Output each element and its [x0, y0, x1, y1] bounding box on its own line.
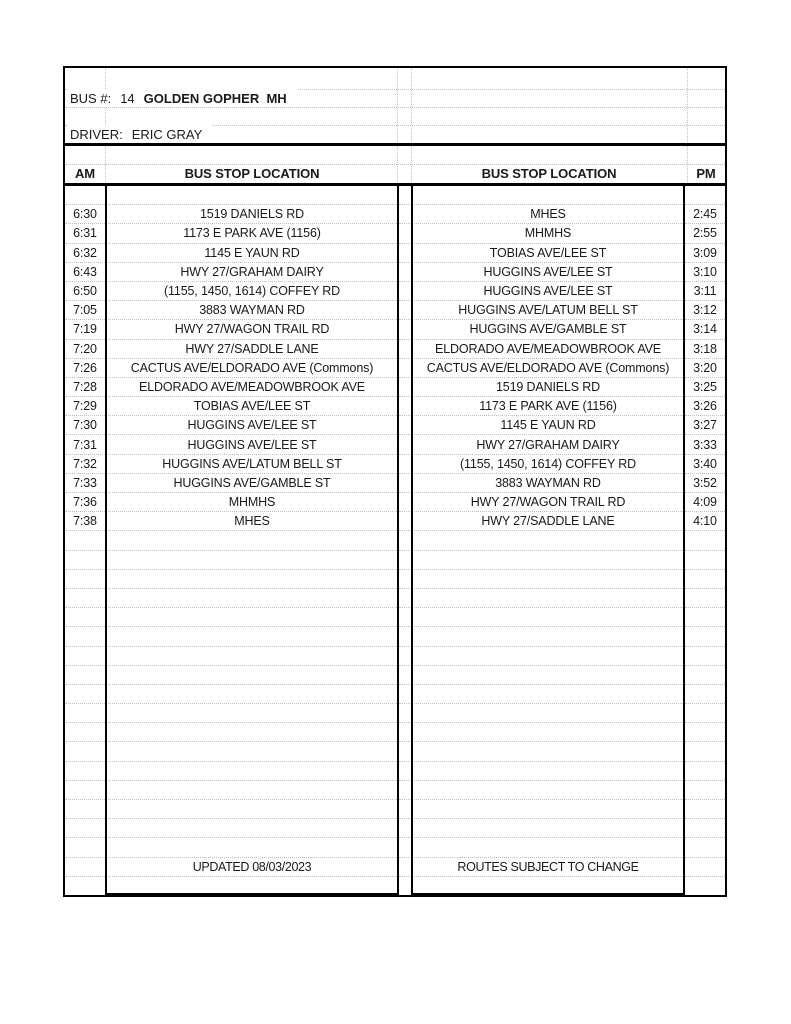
gap-cell	[399, 589, 411, 608]
gap-cell	[399, 455, 411, 474]
pm-stops-column	[411, 186, 685, 895]
gap-cell	[399, 877, 411, 895]
am-stop-cell: HUGGINS AVE/LATUM BELL ST	[105, 455, 399, 474]
am-stop-cell: 1145 E YAUN RD	[105, 244, 399, 263]
pm-time-cell: 3:09	[685, 244, 725, 263]
am-time-cell	[65, 877, 105, 895]
pm-time-cell: 3:25	[685, 378, 725, 397]
pm-stop-cell	[411, 666, 685, 685]
pm-stop-cell	[411, 838, 685, 857]
grid-line-horizontal	[65, 107, 725, 108]
am-stop-cell	[105, 551, 399, 570]
gap-cell	[399, 762, 411, 781]
am-time-cell	[65, 666, 105, 685]
pm-time-cell	[685, 723, 725, 742]
am-time-cell: 7:30	[65, 416, 105, 435]
pm-time-cell: 3:40	[685, 455, 725, 474]
am-time-cell	[65, 704, 105, 723]
gap-cell	[399, 570, 411, 589]
am-time-cell: 7:26	[65, 359, 105, 378]
am-stop-cell	[105, 781, 399, 800]
pm-time-cell	[685, 570, 725, 589]
driver-label: DRIVER:	[70, 126, 123, 142]
gap-cell	[399, 742, 411, 761]
pm-time-cell: 3:33	[685, 435, 725, 454]
pm-stop-cell	[411, 647, 685, 666]
pm-time-cell	[685, 685, 725, 704]
am-stop-cell	[105, 762, 399, 781]
am-time-cell: 7:20	[65, 340, 105, 359]
schedule-body	[65, 186, 725, 895]
am-times-column	[65, 186, 105, 895]
pm-time-cell	[685, 742, 725, 761]
am-stop-cell	[105, 589, 399, 608]
gap-cell	[399, 186, 411, 205]
gap-cell	[399, 282, 411, 301]
pm-time-cell	[685, 589, 725, 608]
gap-cell	[399, 800, 411, 819]
pm-stop-cell: HUGGINS AVE/LEE ST	[411, 282, 685, 301]
gap-cell	[399, 224, 411, 243]
pm-stop-cell: MHES	[411, 205, 685, 224]
am-time-cell	[65, 685, 105, 704]
am-time-cell: 7:36	[65, 493, 105, 512]
am-time-cell	[65, 627, 105, 646]
am-stop-cell: 1173 E PARK AVE (1156)	[105, 224, 399, 243]
am-stop-cell: MHMHS	[105, 493, 399, 512]
am-time-cell: 6:32	[65, 244, 105, 263]
am-stop-cell: HUGGINS AVE/LEE ST	[105, 416, 399, 435]
am-time-cell	[65, 819, 105, 838]
pm-time-cell: 2:45	[685, 205, 725, 224]
pm-time-cell	[685, 762, 725, 781]
pm-time-cell	[685, 608, 725, 627]
am-stops-column	[105, 186, 399, 895]
pm-time-cell: 3:14	[685, 320, 725, 339]
pm-stop-cell: CACTUS AVE/ELDORADO AVE (Commons)	[411, 359, 685, 378]
am-time-cell	[65, 858, 105, 877]
am-stop-cell: HUGGINS AVE/GAMBLE ST	[105, 474, 399, 493]
pm-time-cell: 3:12	[685, 301, 725, 320]
gap-cell	[399, 320, 411, 339]
am-time-cell: 6:50	[65, 282, 105, 301]
pm-time-cell	[685, 647, 725, 666]
am-stop-cell: 3883 WAYMAN RD	[105, 301, 399, 320]
bus-name: GOLDEN GOPHER MH	[143, 90, 287, 106]
pm-stop-cell	[411, 800, 685, 819]
am-stop-cell	[105, 742, 399, 761]
gap-cell	[399, 819, 411, 838]
gap-cell	[399, 685, 411, 704]
pm-stop-cell: HUGGINS AVE/LATUM BELL ST	[411, 301, 685, 320]
gap-cell	[399, 838, 411, 857]
gap-cell	[399, 359, 411, 378]
pm-time-cell: 3:18	[685, 340, 725, 359]
pm-time-cell	[685, 531, 725, 550]
pm-time-cell	[685, 800, 725, 819]
pm-stop-cell: ELDORADO AVE/MEADOWBROOK AVE	[411, 340, 685, 359]
pm-stop-cell: HUGGINS AVE/GAMBLE ST	[411, 320, 685, 339]
pm-time-cell: 3:52	[685, 474, 725, 493]
am-stop-cell	[105, 666, 399, 685]
gap-cell	[399, 781, 411, 800]
am-stop-cell: UPDATED 08/03/2023	[105, 858, 399, 877]
pm-stop-cell: TOBIAS AVE/LEE ST	[411, 244, 685, 263]
table-header-section	[65, 68, 725, 183]
pm-time-cell: 4:09	[685, 493, 725, 512]
gap-cell	[399, 263, 411, 282]
pm-time-cell	[685, 186, 725, 205]
am-time-cell: 7:19	[65, 320, 105, 339]
right-stop-column-header: BUS STOP LOCATION	[481, 166, 617, 181]
gap-cell	[399, 627, 411, 646]
gap-cell	[399, 723, 411, 742]
pm-stop-cell	[411, 742, 685, 761]
am-time-cell: 6:30	[65, 205, 105, 224]
pm-time-cell	[685, 858, 725, 877]
gap-cell	[399, 474, 411, 493]
am-column-header: AM	[74, 166, 96, 181]
am-time-cell: 7:31	[65, 435, 105, 454]
am-time-cell	[65, 551, 105, 570]
pm-time-cell	[685, 819, 725, 838]
am-time-cell: 7:05	[65, 301, 105, 320]
column-header-row	[65, 164, 725, 183]
gap-cell	[399, 301, 411, 320]
bus-number-label: BUS #:	[70, 90, 112, 106]
am-time-cell	[65, 589, 105, 608]
pm-stop-cell: ROUTES SUBJECT TO CHANGE	[411, 858, 685, 877]
pm-stop-cell: HWY 27/SADDLE LANE	[411, 512, 685, 531]
am-time-cell: 6:31	[65, 224, 105, 243]
divider-line	[65, 143, 725, 146]
am-time-cell: 7:38	[65, 512, 105, 531]
am-time-cell	[65, 723, 105, 742]
gap-cell	[399, 416, 411, 435]
am-stop-cell: 1519 DANIELS RD	[105, 205, 399, 224]
pm-stop-cell	[411, 551, 685, 570]
am-stop-cell	[105, 723, 399, 742]
gap-cell	[399, 608, 411, 627]
am-stop-cell	[105, 838, 399, 857]
pm-stop-cell: 3883 WAYMAN RD	[411, 474, 685, 493]
am-time-cell	[65, 531, 105, 550]
pm-time-cell: 3:26	[685, 397, 725, 416]
pm-time-cell	[685, 877, 725, 895]
pm-column-header: PM	[696, 166, 716, 181]
am-stop-cell: TOBIAS AVE/LEE ST	[105, 397, 399, 416]
gap-cell	[399, 435, 411, 454]
pm-time-cell: 4:10	[685, 512, 725, 531]
gap-cell	[399, 397, 411, 416]
am-stop-cell	[105, 608, 399, 627]
am-stop-cell	[105, 800, 399, 819]
gap-cell	[399, 704, 411, 723]
pm-stop-cell	[411, 570, 685, 589]
pm-time-cell	[685, 781, 725, 800]
pm-time-cell	[685, 551, 725, 570]
gap-cell	[399, 551, 411, 570]
driver-info-row	[68, 125, 212, 143]
am-stop-cell	[105, 704, 399, 723]
schedule-table	[63, 66, 727, 897]
am-stop-cell: HWY 27/GRAHAM DAIRY	[105, 263, 399, 282]
am-stop-cell: CACTUS AVE/ELDORADO AVE (Commons)	[105, 359, 399, 378]
am-stop-cell	[105, 186, 399, 205]
driver-name: ERIC GRAY	[131, 126, 203, 142]
am-stop-cell	[105, 819, 399, 838]
am-stop-cell: HWY 27/WAGON TRAIL RD	[105, 320, 399, 339]
am-stop-cell	[105, 685, 399, 704]
gap-cell	[399, 340, 411, 359]
am-time-cell	[65, 800, 105, 819]
pm-stop-cell: (1155, 1450, 1614) COFFEY RD	[411, 455, 685, 474]
am-time-cell	[65, 647, 105, 666]
am-time-cell	[65, 762, 105, 781]
am-time-cell	[65, 186, 105, 205]
pm-stop-cell	[411, 685, 685, 704]
pm-stop-cell	[411, 608, 685, 627]
pm-stop-cell	[411, 819, 685, 838]
am-stop-cell: HWY 27/SADDLE LANE	[105, 340, 399, 359]
am-stop-cell	[105, 877, 399, 895]
gap-cell	[399, 244, 411, 263]
am-time-cell	[65, 608, 105, 627]
pm-time-cell	[685, 627, 725, 646]
pm-stop-cell: 1519 DANIELS RD	[411, 378, 685, 397]
am-time-cell: 7:29	[65, 397, 105, 416]
bus-number-value: 14	[120, 90, 135, 106]
am-time-cell: 7:28	[65, 378, 105, 397]
pm-time-cell: 3:27	[685, 416, 725, 435]
am-time-cell: 7:33	[65, 474, 105, 493]
pm-stop-cell: HWY 27/WAGON TRAIL RD	[411, 493, 685, 512]
am-stop-cell	[105, 531, 399, 550]
am-time-cell	[65, 838, 105, 857]
pm-stop-cell: 1145 E YAUN RD	[411, 416, 685, 435]
pm-time-cell	[685, 666, 725, 685]
pm-time-cell: 3:20	[685, 359, 725, 378]
am-time-cell: 6:43	[65, 263, 105, 282]
am-time-cell	[65, 742, 105, 761]
pm-stop-cell	[411, 762, 685, 781]
pm-stop-cell	[411, 627, 685, 646]
am-stop-cell: ELDORADO AVE/MEADOWBROOK AVE	[105, 378, 399, 397]
pm-stop-cell: HWY 27/GRAHAM DAIRY	[411, 435, 685, 454]
pm-times-column	[685, 186, 725, 895]
pm-time-cell	[685, 838, 725, 857]
pm-stop-cell	[411, 186, 685, 205]
pm-stop-cell	[411, 781, 685, 800]
gap-cell	[399, 531, 411, 550]
pm-stop-cell	[411, 531, 685, 550]
pm-stop-cell	[411, 723, 685, 742]
pm-time-cell: 3:11	[685, 282, 725, 301]
bus-info-row	[68, 89, 297, 107]
pm-time-cell	[685, 704, 725, 723]
pm-stop-cell	[411, 589, 685, 608]
am-time-cell	[65, 570, 105, 589]
pm-time-cell: 3:10	[685, 263, 725, 282]
gap-cell	[399, 858, 411, 877]
pm-time-cell: 2:55	[685, 224, 725, 243]
pm-stop-cell	[411, 704, 685, 723]
am-stop-cell: MHES	[105, 512, 399, 531]
pm-stop-cell: HUGGINS AVE/LEE ST	[411, 263, 685, 282]
gap-cell	[399, 493, 411, 512]
gap-cell	[399, 205, 411, 224]
pm-stop-cell: 1173 E PARK AVE (1156)	[411, 397, 685, 416]
gap-cell	[399, 512, 411, 531]
am-stop-cell: (1155, 1450, 1614) COFFEY RD	[105, 282, 399, 301]
gap-cell	[399, 647, 411, 666]
pm-stop-cell: MHMHS	[411, 224, 685, 243]
pm-stop-cell	[411, 877, 685, 895]
am-stop-cell	[105, 627, 399, 646]
gap-cell	[399, 378, 411, 397]
gap-cell	[399, 666, 411, 685]
left-stop-column-header: BUS STOP LOCATION	[184, 166, 320, 181]
am-time-cell: 7:32	[65, 455, 105, 474]
center-gap-column	[399, 186, 411, 895]
am-stop-cell	[105, 570, 399, 589]
am-time-cell	[65, 781, 105, 800]
am-stop-cell	[105, 647, 399, 666]
am-stop-cell: HUGGINS AVE/LEE ST	[105, 435, 399, 454]
